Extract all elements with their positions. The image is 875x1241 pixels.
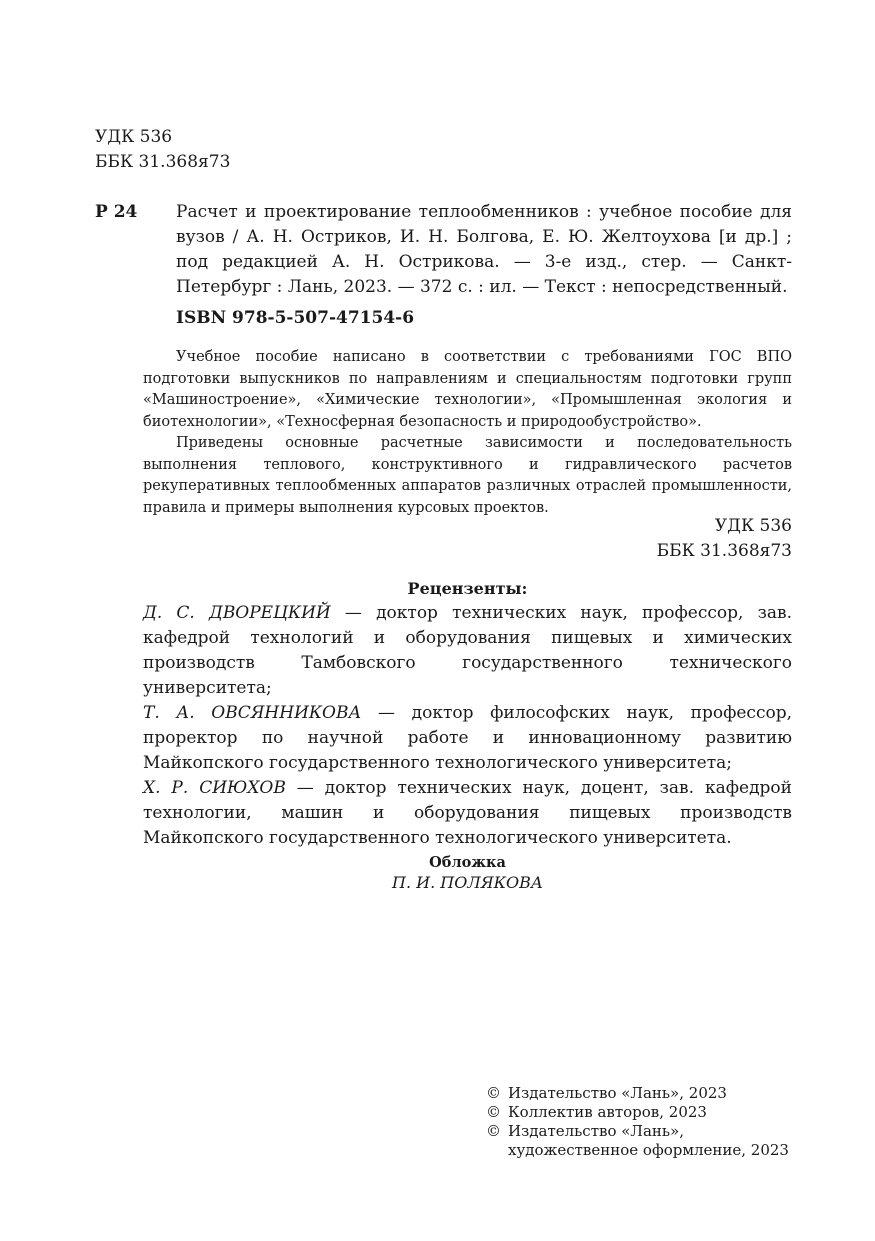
annotation (143, 347, 792, 519)
bbk-code: ББК 31.368я73 (656, 541, 792, 561)
reviewer-name: Т. А. ОВСЯННИКОВА (143, 703, 362, 723)
annotation-paragraph: Приведены основные расчетные зависимости и последовательность выполнения теплового, конструктивного и гидравлического расчетов рекуперативных теплообменных аппаратов различных отраслей промышленности, правила и примеры выполнения курсовых проектов. (143, 435, 792, 516)
copyright-line (486, 1122, 789, 1141)
copyright-line (486, 1084, 789, 1103)
cover-designer-name: П. И. ПОЛЯКОВА (392, 873, 543, 892)
cover-credit (143, 853, 792, 893)
bbk-code: ББК 31.368я73 (95, 152, 231, 172)
reviewer-entry (143, 701, 792, 776)
udk-code: УДК 536 (95, 127, 173, 147)
udk-code: УДК 536 (714, 516, 792, 536)
copyright-icon: © (486, 1103, 501, 1121)
annotation-paragraph: Учебное пособие написано в соответствии с требованиями ГОС ВПО подготовки выпускников по направлениям и специальностям подготовки групп «Машиностроение», «Химические технологии», «Промышленная экология и биотехнологии», «Техносферная безопасность и природообустройство». (143, 349, 792, 430)
copyright-block (486, 1084, 789, 1160)
copyright-icon: © (486, 1122, 501, 1140)
cover-title: Обложка (429, 854, 506, 871)
copyright-icon: © (486, 1084, 501, 1102)
reviewer-name: Х. Р. СИЮХОВ (143, 778, 286, 798)
reviewers-section (143, 576, 792, 851)
reviewers-title: Рецензенты: (407, 579, 528, 598)
reviewer-description: — доктор философских наук, профессор, проректор по научной работе и инновационному развитию Майкопского государственного технологического университета; (143, 703, 792, 773)
copyright-text: Коллектив авторов, 2023 (508, 1103, 707, 1121)
author-mark: Р 24 (95, 202, 138, 222)
reviewer-entry (143, 776, 792, 851)
reviewer-entry (143, 601, 792, 701)
classification-codes-bottom (657, 514, 792, 564)
reviewer-name: Д. С. ДВОРЕЦКИЙ (143, 603, 331, 623)
catalog-entry (95, 200, 792, 300)
classification-codes-top (95, 125, 230, 175)
isbn: ISBN 978-5-507-47154-6 (176, 308, 415, 328)
copyright-text: Издательство «Лань», 2023 (508, 1084, 727, 1102)
reviewer-description: — доктор технических наук, доцент, зав. кафедрой технологии, машин и оборудования пищевых производств Майкопского государственного технологического университета. (143, 778, 793, 848)
bibliographic-description: Расчет и проектирование теплообменников : учебное пособие для вузов / А. Н. Остриков, И. Н. Болгова, Е. Ю. Желтоухова [и др.] ; под редакцией А. Н. Острикова. — 3-е изд., стер. — Санкт-Петербург : Лань, 2023. — 372 с. : ил. — Текст : непосредственный. (176, 202, 792, 297)
copyright-continuation: художественное оформление, 2023 (508, 1141, 789, 1159)
copyright-line (486, 1103, 789, 1122)
reviewer-description: — доктор технических наук, профессор, зав. кафедрой технологий и оборудования пищевых и химических производств Тамбовского государственного технического университета; (143, 603, 792, 698)
copyright-text: Издательство «Лань», (508, 1122, 685, 1140)
